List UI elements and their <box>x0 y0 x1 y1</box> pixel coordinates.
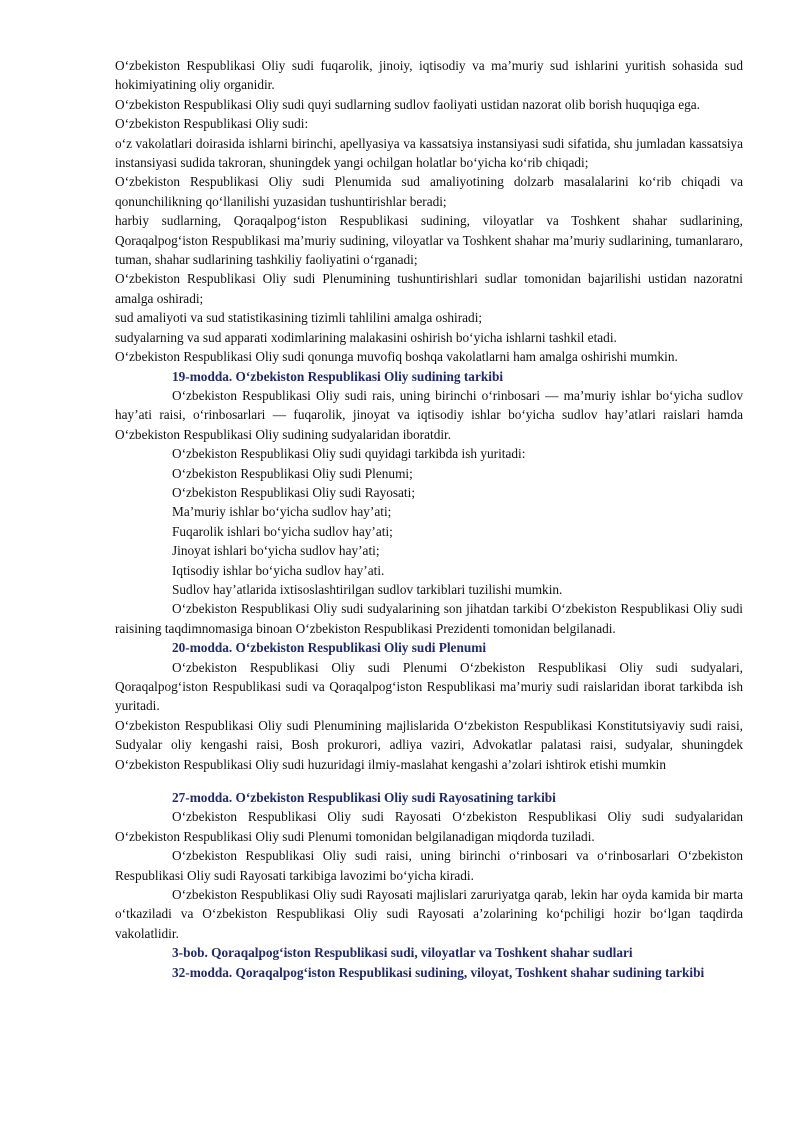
paragraph: O‘zbekiston Respublikasi Oliy sudi Plenumining tushuntirishlari sudlar tomonidan bajarilishi ustidan nazoratni amalga oshiradi; <box>115 271 743 306</box>
paragraph: O‘zbekiston Respublikasi Oliy sudi quyidagi tarkibda ish yuritadi: <box>172 446 526 462</box>
list-item: O‘zbekiston Respublikasi Oliy sudi Rayosati; <box>172 484 416 500</box>
paragraph: sud amaliyoti va sud statistikasining tizimli tahlilini amalga oshiradi; <box>115 310 483 326</box>
paragraph: O‘zbekiston Respublikasi Oliy sudi: <box>115 116 309 132</box>
paragraph: O‘zbekiston Respublikasi Oliy sudi Plenumida sud amaliyotining dolzarb masalalarini ko‘rib chiqadi va qonunchilikning qo‘llanilishi yuzasidan tushuntirishlar beradi; <box>115 174 743 209</box>
paragraph: O‘zbekiston Respublikasi Oliy sudi qonunga muvofiq boshqa vakolatlarni ham amalga oshirishi mumkin. <box>115 349 678 365</box>
paragraph: O‘zbekiston Respublikasi Oliy sudi sudyalarining son jihatdan tarkibi O‘zbekiston Respublikasi Oliy sudi raisining taqdimnomasiga binoan O‘zbekiston Respublikasi Prezidenti tomonidan belgilanadi. <box>115 601 743 636</box>
paragraph: O‘zbekiston Respublikasi Oliy sudi raisi, uning birinchi o‘rinbosari va o‘rinbosarlari O‘zbekiston Respublikasi Oliy sudi Rayosati tarkibiga lavozimi bo‘yicha kiradi. <box>115 848 743 883</box>
paragraph: o‘z vakolatlari doirasida ishlarni birinchi, apellyasiya va kassatsiya instansiyasi sudi sifatida, shu jumladan kassatsiya instansiyasi sudida takroran, shuningdek yangi ochilgan holatlar bo‘yicha ko‘rib chiqadi; <box>115 135 743 171</box>
paragraph: Sudlov hay’atlarida ixtisoslashtirilgan sudlov tarkiblari tuzilishi mumkin. <box>172 581 563 597</box>
list-item: O‘zbekiston Respublikasi Oliy sudi Plenumi; <box>172 465 413 481</box>
paragraph: O‘zbekiston Respublikasi Oliy sudi rais, uning birinchi o‘rinbosari — ma’muriy ishlar bo‘yicha sudlov hay’ati raisi, o‘rinbosarlari — fuqarolik, jinoyat va iqtisodiy ishlar bo‘yicha sudlov hay’atlari raislari hamda O‘zbekiston Respublikasi Oliy sudining sudyalaridan iboratdir. <box>115 387 743 442</box>
article-heading-27: 27-modda. O‘zbekiston Respublikasi Oliy sudi Rayosatining tarkibi <box>172 790 556 806</box>
paragraph: sudyalarning va sud apparati xodimlarining malakasini oshirish bo‘yicha ishlarni tashkil etadi. <box>115 329 617 345</box>
paragraph: O‘zbekiston Respublikasi Oliy sudi Rayosati O‘zbekiston Respublikasi Oliy sudi sudyalaridan O‘zbekiston Respublikasi Oliy sudi Plenumi tomonidan belgilanadigan miqdorda tuziladi. <box>115 809 743 844</box>
list-item: Jinoyat ishlari bo‘yicha sudlov hay’ati; <box>172 543 380 559</box>
paragraph: O‘zbekiston Respublikasi Oliy sudi fuqarolik, jinoiy, iqtisodiy va ma’muriy sud ishlarini yuritish sohasida sud hokimiyatining oliy organidir. <box>115 58 743 93</box>
paragraph: O‘zbekiston Respublikasi Oliy sudi Plenumi O‘zbekiston Respublikasi Oliy sudi sudyalari, Qoraqalpog‘iston Respublikasi sudi va Qoraqalpog‘iston Respublikasi ma’muriy sudi raislaridan iborat tarkibda ish yuritadi. <box>115 659 743 714</box>
article-heading-32: 32-modda. Qoraqalpog‘iston Respublikasi sudining, viloyat, Toshkent shahar sudining tarkibi <box>172 964 705 980</box>
list-item: Iqtisodiy ishlar bo‘yicha sudlov hay’ati. <box>172 562 385 578</box>
list-item: Fuqarolik ishlari bo‘yicha sudlov hay’ati; <box>172 523 393 539</box>
list-item: Ma’muriy ishlar bo‘yicha sudlov hay’ati; <box>172 504 392 520</box>
chapter-heading-3: 3-bob. Qoraqalpog‘iston Respublikasi sudi, viloyatlar va Toshkent shahar sudlari <box>172 945 633 961</box>
paragraph: O‘zbekiston Respublikasi Oliy sudi quyi sudlarning sudlov faoliyati ustidan nazorat olib borish huquqiga ega. <box>115 96 700 112</box>
paragraph: O‘zbekiston Respublikasi Oliy sudi Rayosati majlislari zaruriyatga qarab, lekin har oyda kamida bir marta o‘tkaziladi va O‘zbekiston Respublikasi Oliy sudi Rayosati a’zolarining ko‘pchiligi hozir bo‘lgan taqdirda vakolatlidir. <box>115 887 743 941</box>
spacer <box>115 774 743 788</box>
article-heading-19: 19-modda. O‘zbekiston Respublikasi Oliy sudining tarkibi <box>172 368 504 384</box>
paragraph: harbiy sudlarning, Qoraqalpog‘iston Respublikasi sudining, viloyatlar va Toshkent shahar sudlarining, Qoraqalpog‘iston Respublikasi ma’muriy sudining, viloyatlar va Toshkent shahar ma’muriy sudlarining, tumanlararo, tuman, shahar sudlarining tashkiliy faoliyatini o‘rganadi; <box>115 213 743 268</box>
article-heading-20: 20-modda. O‘zbekiston Respublikasi Oliy sudi Plenumi <box>172 640 487 656</box>
paragraph: O‘zbekiston Respublikasi Oliy sudi Plenumining majlislarida O‘zbekiston Respublikasi Konstitutsiyaviy sudi raisi, Sudyalar oliy kengashi raisi, Bosh prokurori, adliya vaziri, Advokatlar palatasi raisi, sudyalar, shuningdek O‘zbekiston Respublikasi Oliy sudi huzuridagi ilmiy-maslahat kengashi a’zolari ishtirok etishi mumkin <box>115 717 743 772</box>
